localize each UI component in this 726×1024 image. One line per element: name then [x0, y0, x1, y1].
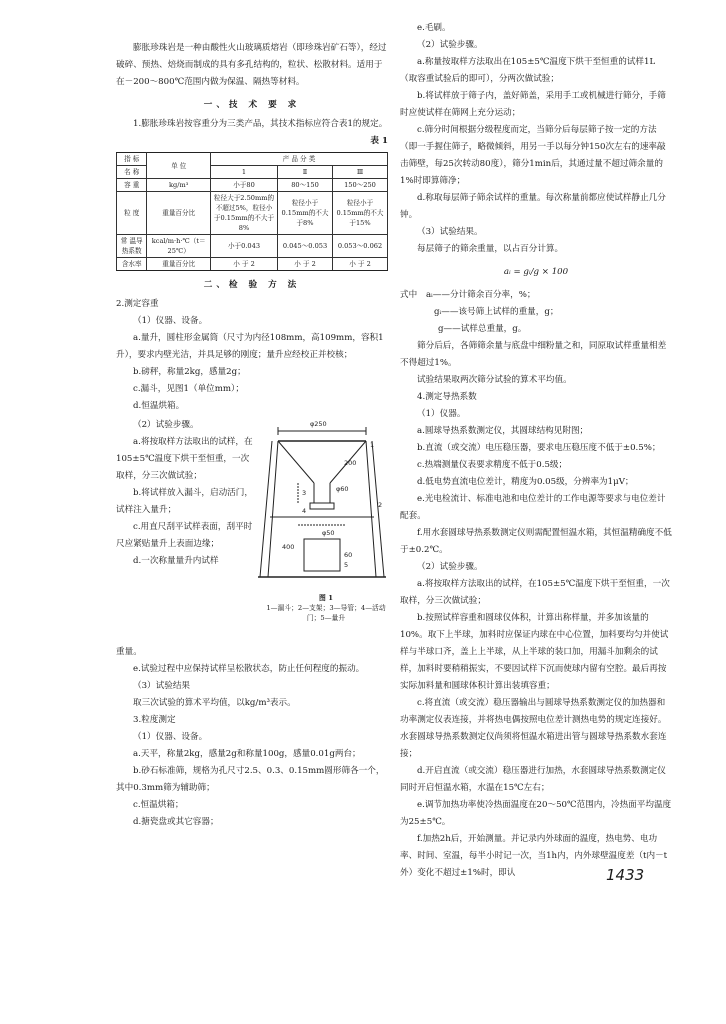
table-cell: 容 重	[117, 179, 147, 192]
part-number: 5	[344, 561, 349, 569]
table-cell: kg/m³	[147, 179, 211, 192]
table-cell: 小于0.043	[211, 235, 278, 258]
paragraph: 筛分后后，各筛筛余量与底盘中细粉量之和，同原取试样重量相差不得超过1%。	[400, 341, 667, 368]
table-cell: 150～250	[333, 179, 388, 192]
where-item: g——试样总重量，g。	[438, 324, 527, 334]
paragraph: c.筛分时间根据分级程度而定，当筛分后每层筛子按一定的方法（即一手握住筛子，略微倾斜，用另一手以每分钟150次左右的速率敲击筛壁，每25次转动80度），筛分1min后，其通过量不超过筛余量的1%时即算筛净；	[400, 125, 666, 186]
formula: aᵢ = gᵢ/g × 100	[503, 267, 569, 277]
paragraph: a.将按取样方法取出的试样，在105±5℃温度下烘干至恒重，一次取样，分三次做试验；	[116, 437, 253, 481]
paragraph: d.恒温烘箱。	[133, 401, 185, 411]
paragraph: c.将直流（或交流）稳压器输出与圆球导热系数测定仪的加热器和功率测定仪表连接，并将热电偶按照电位差计测热电势的规定连接好。水套圆球导热系数测定仪尚须将恒温水箱进出管与圆球导热系数水套连接；	[400, 698, 667, 759]
table-header-unit: 单 位	[147, 153, 211, 179]
table-row	[117, 258, 388, 271]
paragraph: a.量升，圆柱形金属筒（尺寸为内径108mm，高109mm，容积1升），要求内壁光洁，并具足够的刚度；量升应经校正并校核；	[116, 333, 384, 360]
table-cell: 粒径小于0.15mm的不大于8%	[278, 192, 333, 235]
paragraph: f.加热2h后，开始测量。并记录内外球面的温度，热电势、电功率、时间、室温，每半小时记一次，当1h内，内外球壁温度差（t内－t外）变化不超过±1%时，即认	[400, 834, 668, 878]
figure-side-text	[116, 417, 254, 570]
paragraph: e.调节加热功率使冷热面温度在20～50℃范围内，冷热面平均温度为25±5℃。	[400, 800, 672, 827]
paragraph: 4.测定导热系数	[417, 392, 477, 402]
paragraph: （1）仪器、设备。	[133, 316, 208, 326]
right-column	[400, 20, 672, 882]
section-1-paragraph: 1.膨胀珍珠岩按容重分为三类产品，其技术指标应符合表1的规定。	[133, 119, 388, 129]
table-cell: 小于80	[211, 179, 278, 192]
table-header-class-3: Ⅲ	[333, 166, 388, 179]
table-cell: 0.045～0.053	[278, 235, 333, 258]
table-cell: kcal/m·h·℃（t＝25℃）	[147, 235, 211, 258]
left-column	[116, 40, 388, 831]
where-label: 式中	[400, 290, 418, 300]
paragraph: b.按照试样容重和圆球仪体积，计算出称样量，并多加该量的10%。取下上半球，加料时应保证内球在中心位置，加料要均匀并使试样与半球口齐，盖上上半球，从上半球的装口加，用漏斗加剩余的试样，加料时要稍稍振实，不要因试样下沉而使球内留有空腔。最后再按实际加料量和圆球体积计算出装填容重；	[400, 613, 669, 691]
funnel-apparatus-diagram	[258, 417, 388, 589]
paragraph: c.恒温烘箱；	[133, 800, 184, 810]
paragraph: b.将试样放入漏斗，启动活门，试样注入量升；	[116, 488, 253, 515]
table-cell: 小 于 2	[333, 258, 388, 271]
where-item: gᵢ——该号筛上试样的重量，g；	[434, 307, 559, 317]
paragraph: d.搪瓷盘或其它容器；	[133, 817, 219, 827]
paragraph: f.用水套圆球导热系数测定仪则需配置恒温水箱，其恒温精确度不低于±0.2℃。	[400, 528, 672, 555]
page-number: 1433	[606, 866, 645, 884]
part-number: 1	[370, 441, 375, 449]
table-row	[117, 179, 388, 192]
paragraph: 重量。	[116, 647, 142, 657]
table-row	[117, 192, 388, 235]
paragraph: b.磅秤，称量2kg，感量2g；	[133, 367, 246, 377]
figure-block	[116, 417, 388, 642]
paragraph: e.毛刷。	[417, 23, 451, 33]
paragraph: （1）仪器。	[417, 409, 466, 419]
formula-where	[400, 287, 672, 304]
table-number: 表 1	[370, 136, 388, 146]
table-cell: 小 于 2	[211, 258, 278, 271]
table-cell: 粒径小于0.15mm的不大于15%	[333, 192, 388, 235]
paragraph: a.天平，称量2kg，感量2g和称量100g，感量0.01g两台；	[133, 749, 361, 759]
paragraph: b.砂石标准筛，规格为孔尺寸2.5、0.3、0.15mm圆形筛各一个，其中0.3mm筛为辅助筛；	[116, 766, 385, 793]
table-cell: 粒径大于2.50mm的不超过5%，粒径小于0.15mm的不大于8%	[211, 192, 278, 235]
table-cell: 含水率	[117, 258, 147, 271]
table-cell: 重量百分比	[147, 258, 211, 271]
paragraph: d.开启直流（或交流）稳压器进行加热，水套圆球导热系数测定仪同时开启恒温水箱，水温在15℃左右；	[400, 766, 666, 793]
paragraph: （3）试验结果	[133, 681, 191, 691]
dimension-label: 400	[282, 543, 295, 551]
dimension-label: φ250	[310, 420, 327, 428]
table-header-name: 名 称	[117, 166, 147, 179]
table-cell: 80～150	[278, 179, 333, 192]
paragraph: 试验结果取两次筛分试验的算术平均值。	[417, 375, 572, 385]
table-cell: 重量百分比	[147, 192, 211, 235]
table-header-class: 产 品 分 类	[211, 153, 388, 166]
paragraph: e.试验过程中应保持试样呈松散状态，防止任何程度的振动。	[133, 664, 365, 674]
paragraph: 每层筛子的筛余重量，以占百分计算。	[417, 244, 564, 254]
table-header-class-1: 1	[211, 166, 278, 179]
paragraph: 2.测定容重	[116, 299, 159, 309]
table-cell: 小 于 2	[278, 258, 333, 271]
figure-caption: 1—漏斗；2—支架；3—导管；4—活动门；5—量升	[266, 604, 386, 622]
paragraph: d.低电势直流电位差计，精度为0.05级，分辨率为1μV；	[417, 477, 634, 487]
paragraph: c.漏斗，见图1（单位mm）；	[133, 384, 244, 394]
paragraph: （2）试验步骤。	[417, 40, 483, 50]
paragraph: （3）试验结果。	[417, 227, 483, 237]
dimension-label: 60	[344, 551, 353, 559]
table-cell: 0.053～0.062	[333, 235, 388, 258]
paragraph: 3.粒度测定	[133, 715, 176, 725]
figure-caption-block	[264, 593, 388, 623]
paragraph: b.直流（或交流）电压稳压器，要求电压稳压度不低于±0.5%；	[417, 443, 661, 453]
paragraph: （2）试验步骤。	[133, 420, 199, 430]
table-header-class-2: Ⅱ	[278, 166, 333, 179]
paragraph: a.圆球导热系数测定仪，其圆球结构见附图；	[417, 426, 589, 436]
spec-table	[116, 152, 388, 271]
paragraph: 取三次试验的算术平均值，以kg/m³表示。	[133, 698, 296, 708]
intro-paragraph: 膨胀珍珠岩是一种由酸性火山玻璃质熔岩（即珍珠岩矿石等），经过破碎、预热、焙烧而制成的具有多孔结构的，粒状、松散材料。适用于在－200～800℃范围内做为保温、隔热等材料。	[116, 43, 387, 87]
where-item: aᵢ——分计筛余百分率，%；	[425, 290, 536, 300]
paragraph: e.光电检流计、标准电池和电位差计的工作电源等要求与电位差计配套。	[400, 494, 666, 521]
table-row	[117, 235, 388, 258]
paragraph: d.一次称量量升内试样	[133, 556, 219, 566]
part-number: 3	[302, 489, 307, 497]
section-1-title: 一、技 术 要 求	[203, 100, 301, 110]
table-cell: 常 温导热系数	[117, 235, 147, 258]
paragraph: b.将试样放于筛子内，盖好筛盖，采用手工或机械进行筛分，手筛时应使试样在筛网上充分运动；	[400, 91, 666, 118]
dimension-label: φ50	[322, 529, 335, 537]
paragraph: （1）仪器、设备。	[133, 732, 208, 742]
section-2-title: 二、检 验 方 法	[203, 280, 301, 290]
table-header-index: 指 标	[117, 153, 147, 166]
figure-label: 图 1	[319, 594, 333, 602]
paragraph: a.将按取样方法取出的试样，在105±5℃温度下烘干至恒重，一次取样，分三次做试验；	[400, 579, 670, 606]
paragraph: c.热端测量仪表要求精度不低于0.5级；	[417, 460, 568, 470]
dimension-label: 200	[344, 459, 357, 467]
table-cell: 粒 度	[117, 192, 147, 235]
paragraph: （2）试验步骤。	[417, 562, 483, 572]
paragraph: d.称取每层筛子筛余试样的重量。每次称量前都应使试样静止几分钟。	[400, 193, 666, 220]
paragraph: c.用直尺刮平试样表面，刮平时尺应紧贴量升上表面边缘；	[116, 522, 253, 549]
part-number: 2	[378, 501, 383, 509]
dimension-label: φ60	[336, 485, 349, 493]
paragraph: a.称量按取样方法取出在105±5℃温度下烘干至恒重的试样1L（取容重试验后的即可），分两次做试验；	[400, 57, 656, 84]
part-number: 4	[302, 507, 307, 515]
